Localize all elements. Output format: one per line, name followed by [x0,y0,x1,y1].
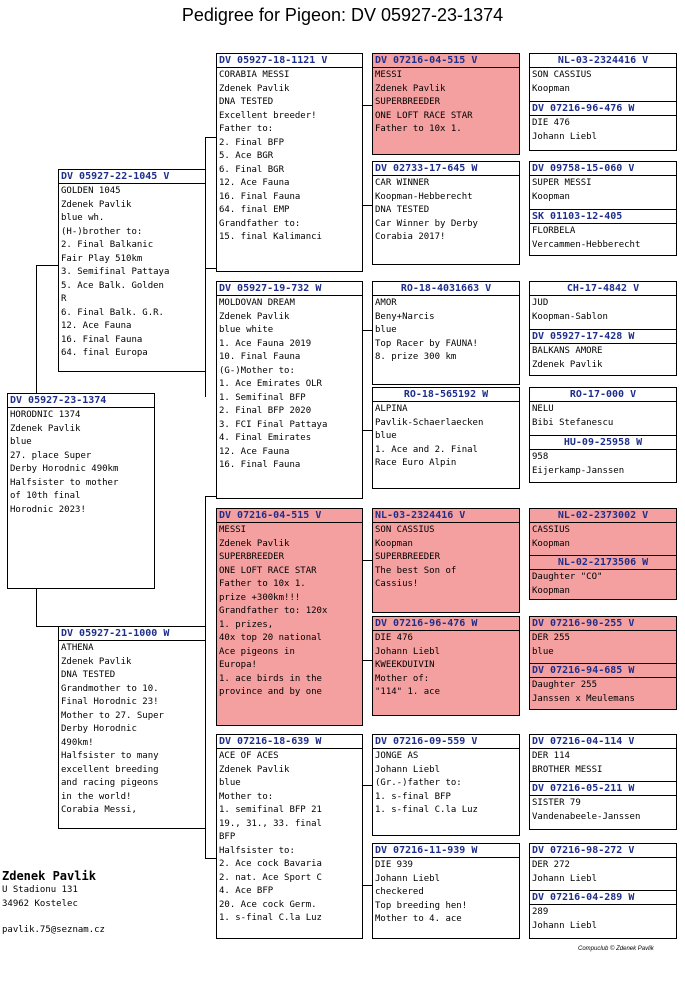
pigeon-details: 958 Eijerkamp-Janssen [532,452,625,476]
connector-line [362,560,372,561]
ring-number: DV 07216-94-685 W [530,664,676,678]
ring-number: NL-02-2373002 V [530,509,676,523]
pigeon-details: DER 114 BROTHER MESSI [532,751,603,775]
ancestor-mff [372,508,520,613]
ring-number: NL-02-2173506 W [530,556,676,570]
pigeon-details: ACE OF ACES Zdenek Pavlik blue Mother to: 1. semifinal BFP 21 19., 31., 33. final BFP Halfsister to: 2. Ace cock Bavaria 2. nat. Ace Sport C 4. Ace BFP 20. Ace cock Germ. 1. s-final C.la Luz [219,751,322,923]
ring-number: RO-18-4031663 V [373,282,519,296]
connector-line [205,496,216,497]
connector-line [36,265,37,394]
father-father-pigeon [216,53,363,272]
ring-number: DV 07216-96-476 W [373,617,519,631]
ring-number: DV 05927-17-428 W [530,330,676,344]
pigeon-details: FLORBELA Vercammen-Hebberecht [532,226,641,250]
ring-number: DV 05927-21-1000 W [59,627,205,641]
pigeon-details: MOLDOVAN DREAM Zdenek Pavlik blue white 1. Ace Fauna 2019 10. Final Fauna (G-)Mother to: 1. Ace Emirates OLR 1. Semifinal BFP 2. Final BFP 2020 3. FCI Final Pattaya 4. Final Emirates 12. Ace Fauna 16. Final Fauna [219,298,328,470]
connector-line [362,785,372,786]
ring-number: DV 07216-98-272 V [530,844,676,858]
pigeon-details: SUPER MESSI Koopman [532,178,592,202]
pigeon-details: CASSIUS Koopman [532,525,570,549]
pigeon-details: NELU Bibi Stefanescu [532,404,614,428]
connector-line [205,268,216,269]
ancestor-mmf [372,734,520,836]
father-mother-pigeon [216,281,363,499]
ancestor-pair [529,387,677,483]
pigeon-details: DIE 939 Johann Liebl checkered Top breeding hen! Mother to 4. ace [375,860,468,924]
pigeon-details: SON CASSIUS Koopman SUPERBREEDER The best Son of Cassius! [375,525,457,589]
ring-number: DV 02733-17-645 W [373,162,519,176]
ancestor-pair [529,508,677,600]
pigeon-details: SON CASSIUS Koopman [532,70,592,94]
ring-number: RO-17-000 V [530,388,676,402]
ring-number: DV 05927-19-732 W [217,282,362,296]
ancestor-fmm [372,387,520,489]
pigeon-details: GOLDEN 1045 Zdenek Pavlik blue wh. (H-)brother to: 2. Final Balkanic Fair Play 510km 3. Semifinal Pattaya 5. Ace Balk. Golden R 6. Final Balk. G.R. 12. Ace Fauna 16. Final Fauna 64. final Europa [61,186,170,358]
pigeon-details: DER 255 blue [532,633,570,657]
pigeon-details: CORABIA MESSI Zdenek Pavlik DNA TESTED Excellent breeder! Father to: 2. Final BFP 5. Ace BGR 6. Final BGR 12. Ace Fauna 16. Final Fauna 64. final EMP Grandfather to: 15. final Kalimanci [219,70,322,242]
pigeon-details: DER 272 Johann Liebl [532,860,598,884]
connector-line [205,137,216,138]
pigeon-details: Daughter 255 Janssen x Meulemans [532,680,635,704]
pigeon-details: SISTER 79 Vandenabeele-Janssen [532,798,641,822]
pigeon-details: BALKANS AMORE Zdenek Pavlik [532,346,603,370]
ring-number: DV 07216-04-515 V [217,509,362,523]
ring-number: DV 05927-18-1121 V [217,54,362,68]
ancestor-mfm [372,616,520,716]
connector-line [362,885,372,886]
breeder-street: U Stadionu 131 [2,885,78,895]
ancestor-pair [529,843,677,939]
pigeon-details: DIE 476 Johann Liebl [532,118,598,142]
ring-number: CH-17-4842 V [530,282,676,296]
ancestor-fff [372,53,520,155]
page-title: Pedigree for Pigeon: DV 05927-23-1374 [181,5,504,25]
ring-number: DV 07216-05-211 W [530,782,676,796]
connector-line [36,589,37,626]
breeder-city: 34962 Kostelec [2,898,78,909]
ring-number: DV 05927-23-1374 [8,394,154,408]
ancestor-pair [529,53,677,151]
ancestor-pair [529,734,677,830]
ring-number: NL-03-2324416 V [530,54,676,68]
ancestor-mmm [372,843,520,939]
pigeon-details: ALPINA Pavlik-Schaerlaecken blue 1. Ace and 2. Final Race Euro Alpin [375,404,484,468]
connector-line [36,265,58,266]
ring-number: DV 07216-90-255 V [530,617,676,631]
ring-number: NL-03-2324416 V [373,509,519,523]
mother-mother-pigeon [216,734,363,939]
father-pigeon [58,169,206,372]
pigeon-details: HORODNIC 1374 Zdenek Pavlik blue 27. place Super Derby Horodnic 490km Halfsister to mother of 10th final Horodnic 2023! [10,410,119,515]
ring-number: DV 07216-09-559 V [373,735,519,749]
connector-line [362,660,372,661]
mother-pigeon [58,626,206,829]
ring-number: DV 07216-04-515 V [373,54,519,68]
ring-number: DV 07216-18-639 W [217,735,362,749]
ancestor-pair [529,616,677,710]
connector-line [362,105,372,106]
pigeon-details: AMOR Beny+Narcis blue Top Racer by FAUNA! 8. prize 300 km [375,298,478,362]
ring-number: DV 07216-96-476 W [530,102,676,116]
ancestor-pair [529,281,677,376]
subject-pigeon [7,393,155,589]
connector-line [205,858,216,859]
ancestor-pair [529,161,677,256]
ring-number: HU-09-25958 W [530,436,676,450]
breeder-name: Zdenek Pavlik [2,869,96,883]
mother-father-pigeon [216,508,363,726]
ring-number: DV 07216-11-939 W [373,844,519,858]
pigeon-details: 289 Johann Liebl [532,907,598,931]
breeder-info [2,868,105,938]
footer-credit: Compuclub © Zdenek Pavlik [578,946,654,952]
ring-number: RO-18-565192 W [373,388,519,402]
pigeon-details: ATHENA Zdenek Pavlik DNA TESTED Grandmother to 10. Final Horodnic 23! Mother to 27. Super Derby Horodnic 490km! Halfsister to many excellent breeding and racing pigeons in the world! Corabia Messi, [61,643,164,815]
connector-line [362,205,372,206]
ring-number: DV 07216-04-114 V [530,735,676,749]
pigeon-details: JONGE AS Johann Liebl (Gr.-)father to: 1. s-final BFP 1. s-final C.la Luz [375,751,478,815]
pigeon-details: MESSI Zdenek Pavlik SUPERBREEDER ONE LOFT RACE STAR Father to 10x 1. [375,70,473,134]
connector-line [36,626,58,627]
pigeon-details: JUD Koopman-Sablon [532,298,608,322]
breeder-email[interactable]: pavlik.75@seznam.cz [2,925,105,935]
ancestor-ffm [372,161,520,265]
pigeon-details: CAR WINNER Koopman-Hebberecht DNA TESTED Car Winner by Derby Corabia 2017! [375,178,478,242]
pigeon-details: MESSI Zdenek Pavlik SUPERBREEDER ONE LOFT RACE STAR Father to 10x 1. prize +300km!!! Grandfather to: 120x 1. prizes, 40x top 20 national Ace pigeons in Europa! 1. ace birds in the province and by one [219,525,328,697]
ancestor-fmf [372,281,520,385]
ring-number: DV 05927-22-1045 V [59,170,205,184]
connector-line [362,430,372,431]
ring-number: DV 07216-04-289 W [530,891,676,905]
ring-number: SK 01103-12-405 [530,210,676,224]
connector-line [362,330,372,331]
ring-number: DV 09758-15-060 V [530,162,676,176]
pigeon-details: DIE 476 Johann Liebl KWEEKDUIVIN Mother of: "114" 1. ace [375,633,441,697]
pigeon-details: Daughter "CO" Koopman [532,572,603,596]
